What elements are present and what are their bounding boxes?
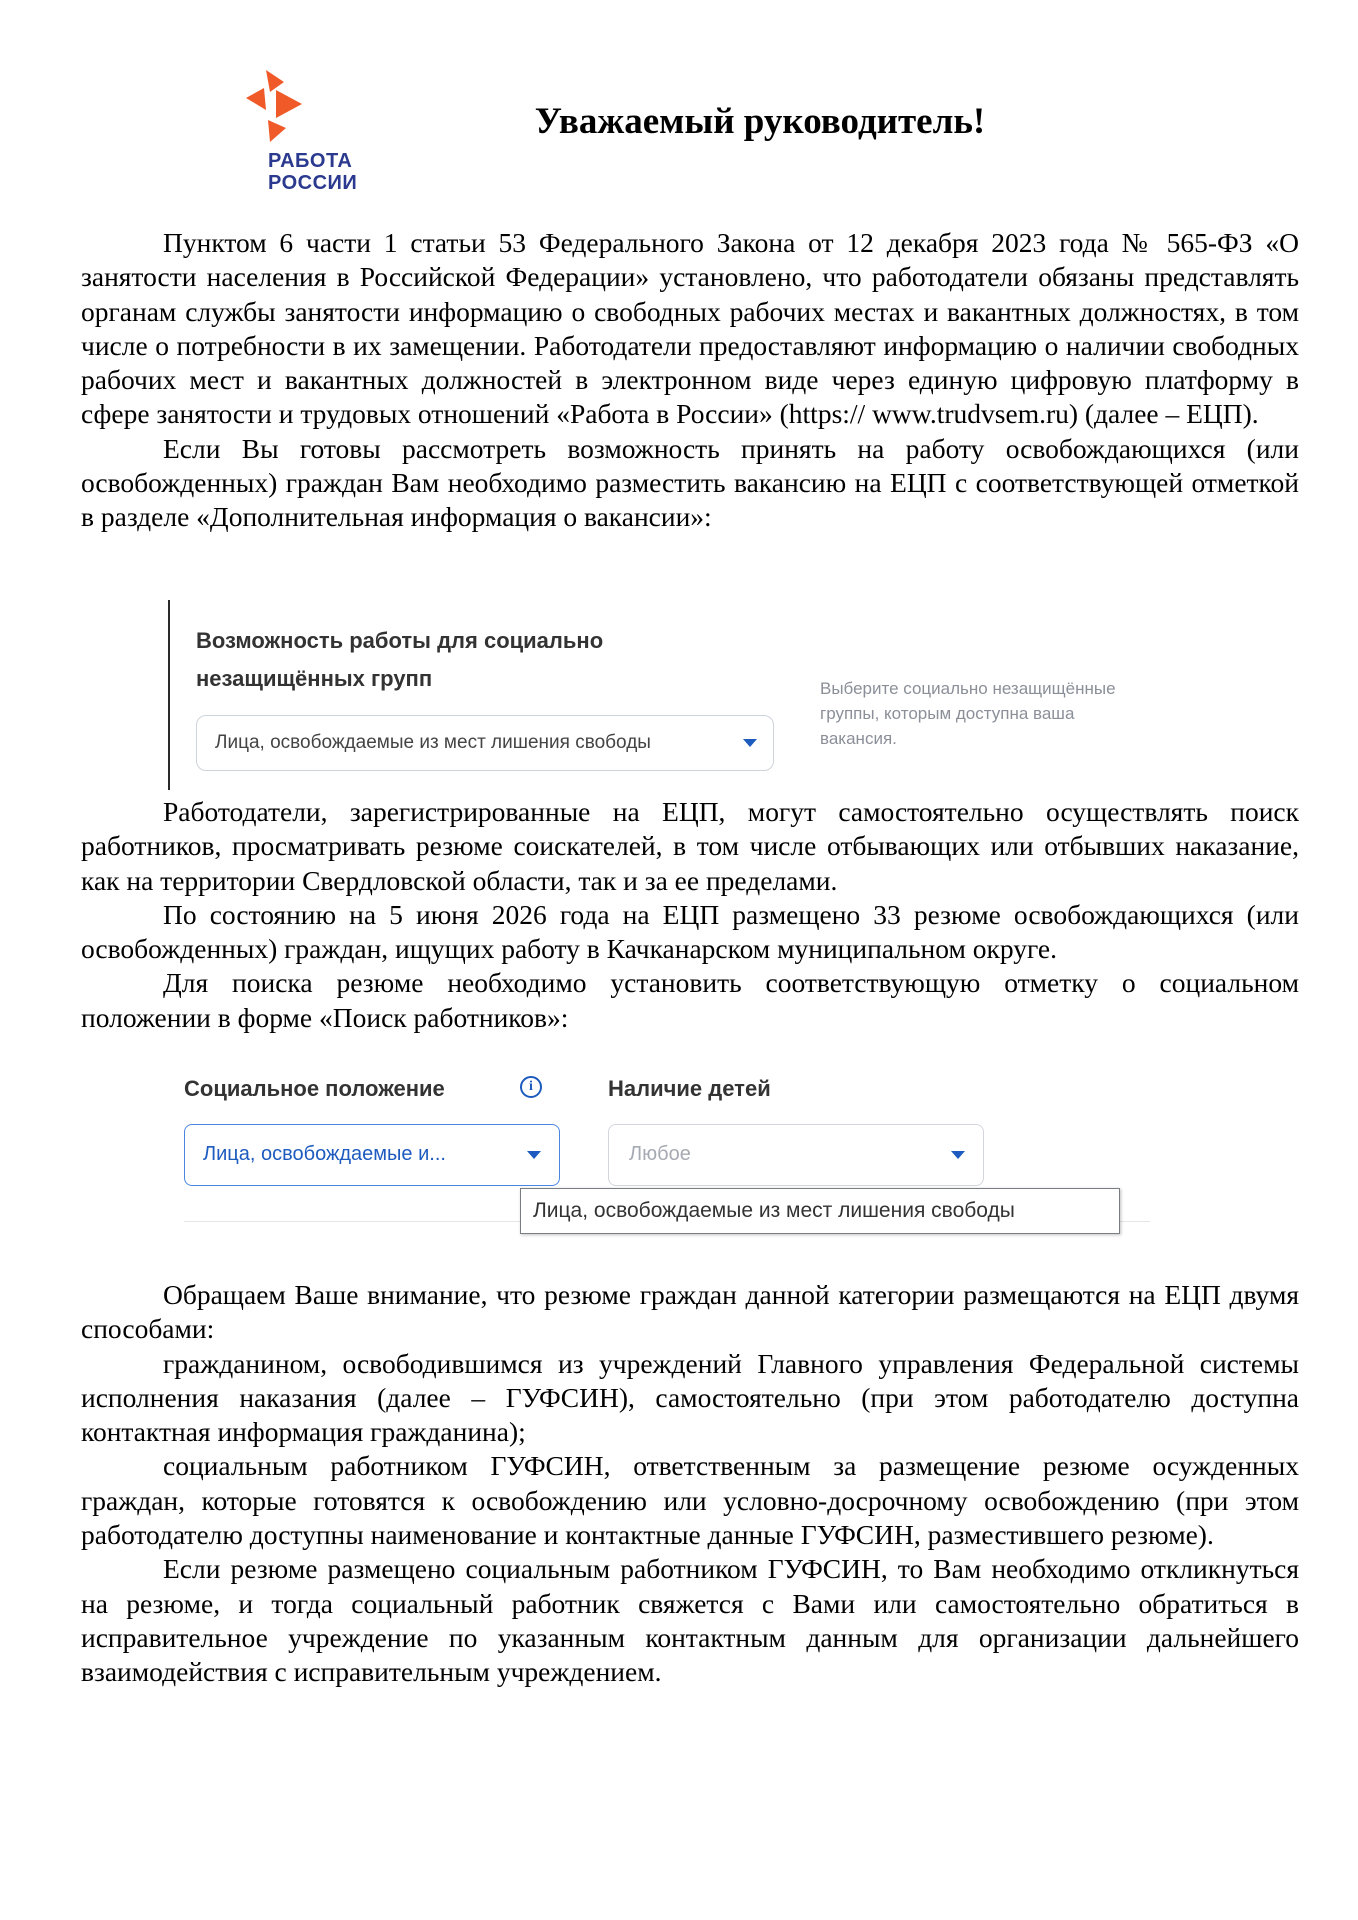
- social-status-tooltip: [520, 1188, 1120, 1234]
- chevron-down-icon: [527, 1151, 541, 1159]
- tooltip-text: Лица, освобождаемые из мест лишения свободы: [533, 1199, 1015, 1222]
- paragraph: Пунктом 6 части 1 статьи 53 Федерального Закона от 12 декабря 2023 года № 565-ФЗ «О занятости населения в Российской Федерации» установлено, что работодатели обязаны представлять органам службы занятости информацию о свободных рабочих местах и вакантных должностях, в том числе о потребности в их замещении. Работодатели предоставляют информацию о наличии свободных рабочих мест и вакантных должностей в электронном виде через единую цифровую платформу в сфере занятости и трудовых отношений «Работа в России» (https:// www.trudvsem.ru) (далее – ЕЦП).: [81, 227, 1299, 430]
- logo-line-2: РОССИИ: [268, 172, 358, 194]
- logo-line-1: РАБОТА: [268, 150, 353, 172]
- logo-arrows-icon: [246, 70, 326, 145]
- children-select[interactable]: [608, 1124, 984, 1186]
- paragraph: гражданином, освободившимся из учреждений Главного управления Федеральной системы исполнения наказания (далее – ГУФСИН), самостоятельно (при этом работодателю доступна контактная информация гражданина);: [81, 1347, 1299, 1448]
- chevron-down-icon: [951, 1151, 965, 1159]
- children-label: Наличие детей: [608, 1076, 771, 1101]
- social-status-value: Лица, освобождаемые и...: [203, 1143, 446, 1165]
- social-groups-hint: Выберите социально незащищённые группы, которым доступна ваша вакансия.: [820, 679, 1116, 748]
- social-groups-label: Возможность работы для социально незащищённых групп: [196, 628, 604, 691]
- page-title: Уважаемый руководитель!: [534, 101, 986, 142]
- chevron-down-icon: [743, 739, 757, 747]
- paragraph: Если резюме размещено социальным работником ГУФСИН, то Вам необходимо откликнуться на резюме, и тогда социальный работник свяжется с Вами или самостоятельно обратиться в исправительное учреждение по указанным контактным данным для организации дальнейшего взаимодействия с исправительным учреждением.: [81, 1553, 1299, 1688]
- paragraph: социальным работником ГУФСИН, ответственным за размещение резюме осужденных граждан, которые готовятся к освобождению или условно-досрочному освобождению (при этом работодателю доступны наименование и контактные данные ГУФСИН, разместившего резюме).: [81, 1450, 1299, 1551]
- info-icon[interactable]: i: [520, 1076, 542, 1098]
- paragraph: Работодатели, зарегистрированные на ЕЦП, могут самостоятельно осуществлять поиск работников, просматривать резюме соискателей, в том числе отбывающих или отбывших наказание, как на территории Свердловской области, так и за ее пределами.: [81, 796, 1299, 896]
- social-status-select[interactable]: [184, 1124, 560, 1186]
- paragraph: Обращаем Ваше внимание, что резюме граждан данной категории размещаются на ЕЦП двумя способами:: [81, 1279, 1299, 1345]
- bottom-text: [81, 1278, 1299, 1690]
- social-groups-select[interactable]: [196, 715, 774, 771]
- intro-text: [81, 226, 1299, 535]
- paragraph: По состоянию на 5 июня 2026 года на ЕЦП размещено 33 резюме освобождающихся (или освобожденных) граждан, ищущих работу в Качканарском муниципальном округе.: [81, 898, 1299, 965]
- children-value: Любое: [629, 1143, 691, 1165]
- social-status-label: Социальное положение: [184, 1076, 445, 1101]
- paragraph: Для поиска резюме необходимо установить соответствующую отметку о социальном положении в форме «Поиск работников»:: [81, 967, 1299, 1033]
- worker-search-screenshot: [180, 1068, 1160, 1238]
- middle-text: [81, 795, 1299, 1035]
- social-groups-value: Лица, освобождаемые из мест лишения свободы: [215, 732, 651, 753]
- vacancy-form-screenshot: [168, 600, 1168, 790]
- divider: [168, 600, 170, 790]
- rabota-rossii-logo: [240, 70, 380, 200]
- paragraph: Если Вы готовы рассмотреть возможность принять на работу освобождающихся (или освобожденных) граждан Вам необходимо разместить вакансию на ЕЦП с соответствующей отметкой в разделе «Дополнительная информация о вакансии»:: [81, 432, 1299, 533]
